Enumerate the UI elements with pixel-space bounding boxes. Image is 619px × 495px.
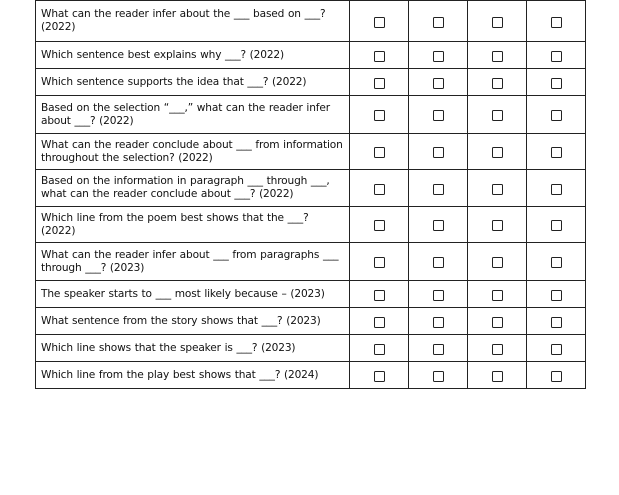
checkbox[interactable]	[492, 184, 503, 195]
checkbox[interactable]	[551, 51, 562, 62]
table-row	[36, 335, 586, 362]
checkbox[interactable]	[492, 290, 503, 301]
table-row	[36, 243, 586, 281]
table-row	[36, 308, 586, 335]
checkbox[interactable]	[433, 17, 444, 28]
checkbox[interactable]	[374, 78, 385, 89]
question-text: Which line shows that the speaker is ___? (2023)	[36, 335, 350, 362]
checkbox[interactable]	[551, 147, 562, 158]
checkbox[interactable]	[492, 257, 503, 268]
checkbox[interactable]	[433, 371, 444, 382]
question-text: What can the reader infer about the ___ based on ___? (2022)	[36, 1, 350, 42]
checkbox[interactable]	[551, 220, 562, 231]
question-table	[35, 0, 586, 389]
table-row	[36, 96, 586, 134]
question-table-container	[35, 0, 586, 389]
checkbox[interactable]	[433, 257, 444, 268]
checkbox[interactable]	[374, 257, 385, 268]
table-row	[36, 170, 586, 207]
table-row	[36, 134, 586, 170]
question-text: The speaker starts to ___ most likely because – (2023)	[36, 281, 350, 308]
checkbox[interactable]	[551, 371, 562, 382]
checkbox[interactable]	[492, 220, 503, 231]
question-text: What can the reader conclude about ___ from information throughout the selection? (2022)	[36, 134, 350, 170]
checkbox[interactable]	[433, 51, 444, 62]
checkbox[interactable]	[374, 184, 385, 195]
question-text: Based on the information in paragraph ___ through ___, what can the reader conclude about ___? (2022)	[36, 170, 350, 207]
checkbox[interactable]	[433, 220, 444, 231]
checkbox[interactable]	[492, 317, 503, 328]
checkbox[interactable]	[374, 17, 385, 28]
checkbox[interactable]	[492, 78, 503, 89]
checkbox[interactable]	[433, 147, 444, 158]
checkbox[interactable]	[374, 317, 385, 328]
checkbox[interactable]	[433, 184, 444, 195]
checkbox[interactable]	[433, 317, 444, 328]
question-text: Which sentence best explains why ___? (2022)	[36, 42, 350, 69]
checkbox[interactable]	[374, 51, 385, 62]
checkbox[interactable]	[374, 147, 385, 158]
checkbox[interactable]	[492, 147, 503, 158]
checkbox[interactable]	[433, 78, 444, 89]
table-row	[36, 1, 586, 42]
checkbox[interactable]	[551, 257, 562, 268]
checkbox[interactable]	[551, 184, 562, 195]
table-row	[36, 69, 586, 96]
checkbox[interactable]	[433, 290, 444, 301]
checkbox[interactable]	[551, 17, 562, 28]
checkbox[interactable]	[551, 344, 562, 355]
checkbox[interactable]	[492, 17, 503, 28]
checkbox[interactable]	[374, 371, 385, 382]
question-text: Which line from the play best shows that ___? (2024)	[36, 362, 350, 389]
checkbox[interactable]	[551, 317, 562, 328]
question-text: What can the reader infer about ___ from paragraphs ___ through ___? (2023)	[36, 243, 350, 281]
question-text: Based on the selection “___,” what can the reader infer about ___? (2022)	[36, 96, 350, 134]
checkbox[interactable]	[551, 78, 562, 89]
checkbox[interactable]	[492, 344, 503, 355]
question-text: What sentence from the story shows that ___? (2023)	[36, 308, 350, 335]
checkbox[interactable]	[433, 110, 444, 121]
checkbox[interactable]	[492, 110, 503, 121]
checkbox[interactable]	[374, 220, 385, 231]
question-text: Which sentence supports the idea that ___? (2022)	[36, 69, 350, 96]
table-row	[36, 207, 586, 243]
checkbox[interactable]	[374, 110, 385, 121]
checkbox[interactable]	[374, 344, 385, 355]
checkbox[interactable]	[492, 371, 503, 382]
table-row	[36, 281, 586, 308]
checkbox[interactable]	[551, 290, 562, 301]
question-text: Which line from the poem best shows that the ___? (2022)	[36, 207, 350, 243]
checkbox[interactable]	[374, 290, 385, 301]
checkbox[interactable]	[492, 51, 503, 62]
checkbox[interactable]	[551, 110, 562, 121]
table-row	[36, 362, 586, 389]
checkbox[interactable]	[433, 344, 444, 355]
table-row	[36, 42, 586, 69]
